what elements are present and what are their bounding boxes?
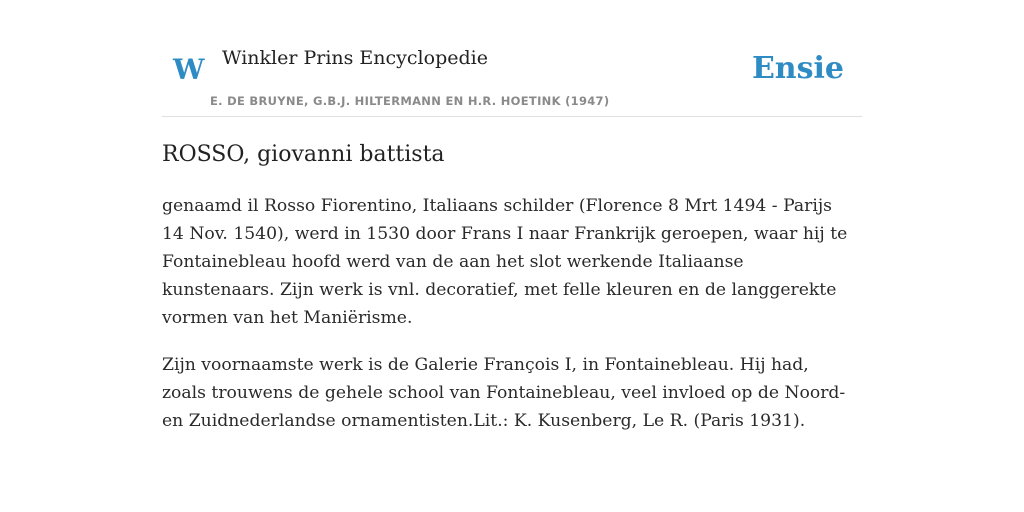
encyclopedia-authors: E. DE BRUYNE, G.B.J. HILTERMANN EN H.R. HOETINK (1947) [210,94,610,108]
encyclopedia-title[interactable]: Winkler Prins Encyclopedie [222,47,488,69]
article-title: ROSSO, giovanni battista [162,142,445,167]
article-paragraph: genaamd il Rosso Fiorentino, Italiaans schilder (Florence 8 Mrt 1494 - Parijs 14 Nov. 1540), werd in 1530 door Frans I naar Frankrijk geroepen, waar hij te Fontainebleau hoofd werd van de aan het slot werkende Italiaanse kunstenaars. Zijn werk is vnl. decoratief, met felle kleuren en de langgerekte vormen van het Maniërisme. [162,196,848,328]
ensie-logo[interactable]: Ensie [751,51,844,86]
article-body [162,192,852,454]
article-paragraph: Zijn voornaamste werk is de Galerie François I, in Fontainebleau. Hij had, zoals trouwens de gehele school van Fontainebleau, veel invloed op de Noord- en Zuidnederlandse ornamentisten.Lit.: K. Kusenberg, Le R. (Paris 1931). [162,355,846,431]
encyclopedia-logo[interactable]: W [173,53,205,86]
encyclopedia-header [162,0,862,117]
